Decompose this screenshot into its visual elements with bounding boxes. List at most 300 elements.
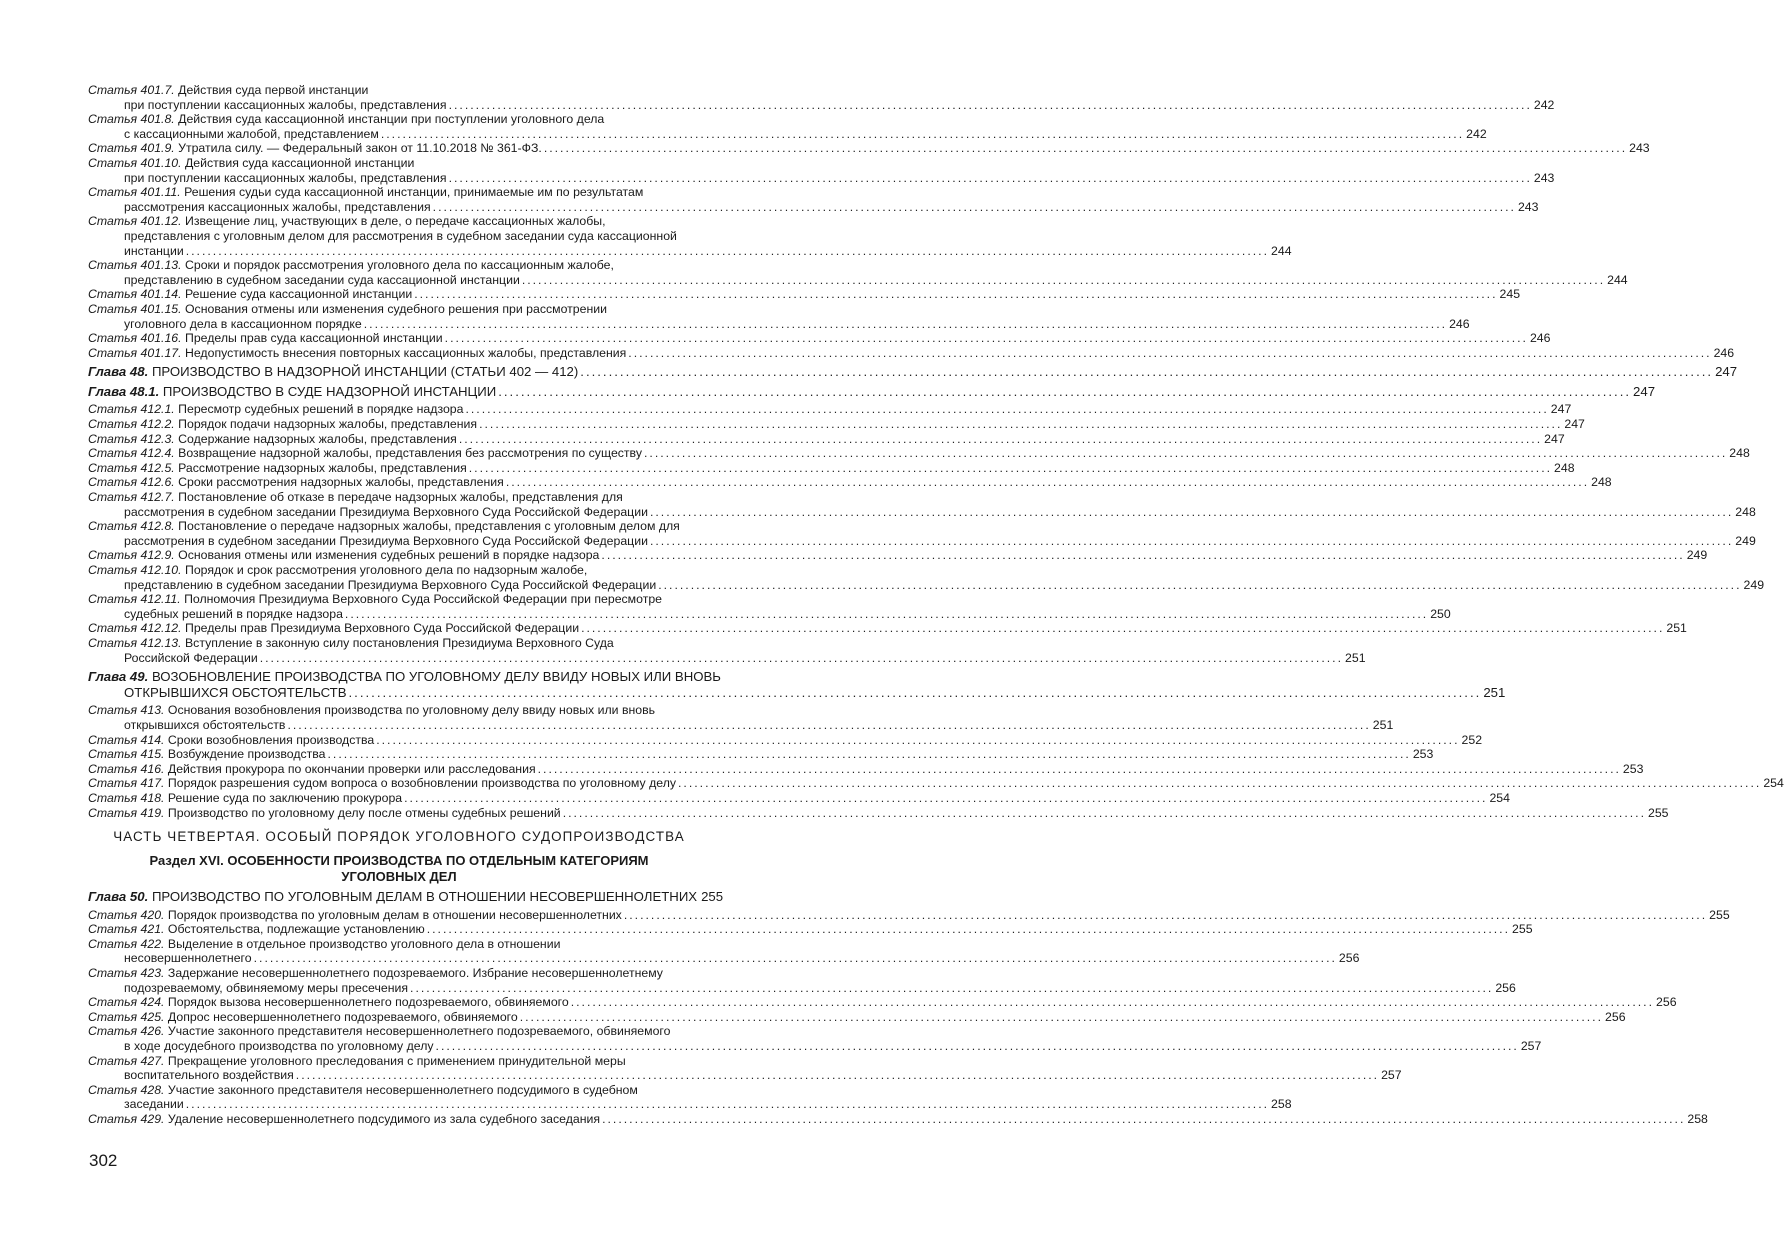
toc-entry-line (88, 287, 1521, 302)
toc-entry-page: 251 (1666, 621, 1687, 636)
toc-entry-page: 252 (1461, 732, 1483, 747)
toc-entry-page: 251 (1345, 650, 1366, 665)
toc-entry-label: Статья 412.1. (88, 402, 175, 417)
toc-entry-line (88, 776, 1784, 791)
section-heading-line: Раздел XVI. ОСОБЕННОСТИ ПРОИЗВОДСТВА ПО ОТДЕЛЬНЫМ КАТЕГОРИЯМ (149, 853, 649, 869)
toc-entry-label: Статья 413. (88, 703, 165, 718)
dot-leader: ........................................................................................................................................................................................................ (562, 805, 1646, 820)
toc-entry-label: Статья 415. (88, 747, 165, 762)
dot-leader: ........................................................................................................................................................................................................ (479, 417, 1563, 432)
toc-entry-line (88, 83, 710, 98)
toc-entry-page: 249 (1743, 577, 1765, 592)
toc-entry-title: ПРОИЗВОДСТВО В СУДЕ НАДЗОРНОЙ ИНСТАНЦИИ (162, 383, 497, 399)
toc-entry[interactable] (88, 490, 1756, 519)
toc-entry-title: Вступление в законную силу постановления Президиума Верховного Суда (184, 635, 614, 650)
dot-leader: ........................................................................................................................................................................................................ (537, 761, 1621, 776)
toc-entry[interactable] (88, 805, 1669, 821)
toc-entry-title: Сроки рассмотрения надзорных жалобы, представления (178, 475, 504, 490)
toc-entry-line (88, 1054, 710, 1069)
toc-entry-line (88, 141, 1650, 156)
toc-entry-title: Действия суда кассационной инстанции при поступлении уголовного дела (178, 112, 605, 127)
dot-leader: ........................................................................................................................................................................................................ (580, 364, 1714, 380)
toc-entry-line (88, 1024, 710, 1039)
toc-entry-line (88, 243, 1292, 259)
toc-entry-label: Статья 422. (88, 936, 165, 951)
toc-entry[interactable] (88, 331, 1551, 346)
toc-entry-page: 246 (1529, 331, 1551, 346)
page-number: 302 (89, 1151, 118, 1170)
toc-entry-title: Выделение в отдельное производство уголовного дела в отношении (167, 936, 561, 951)
toc-entry-page: 245 (1499, 287, 1521, 302)
toc-entry-line (88, 980, 1516, 996)
toc-entry-page: 247 (1715, 364, 1738, 380)
toc-entry-label: Статья 412.5. (88, 460, 175, 475)
toc-entry[interactable] (88, 732, 1483, 748)
toc-entry-label: Статья 412.2. (88, 417, 175, 432)
dot-leader: ........................................................................................................................................................................................................ (380, 126, 1465, 141)
toc-entry-title: Полномочия Президиума Верховного Суда Российской Федерации при пересмотре (184, 592, 663, 607)
toc-group-resumption (88, 703, 1784, 820)
toc-entry-page: 247 (1633, 383, 1656, 399)
toc-entry-line (88, 717, 1394, 733)
toc-entry[interactable] (88, 258, 1628, 287)
toc-entry-line (88, 747, 1434, 762)
toc-entry-page: 255 (1709, 907, 1730, 922)
toc-entry-line (88, 761, 1644, 777)
toc-entry-label: Статья 418. (88, 790, 165, 805)
toc-entry-page: 251 (1483, 684, 1506, 700)
toc-entry-line (88, 1083, 710, 1098)
toc-entry[interactable] (88, 214, 1292, 258)
toc-entry-label: Статья 428. (88, 1082, 165, 1097)
dot-leader: ........................................................................................................................................................................................................ (570, 995, 1655, 1010)
toc-entry-line (88, 592, 710, 607)
toc-entry-title: Основания отмены или изменения судебного решения при рассмотрении (184, 301, 607, 316)
toc-entry[interactable] (88, 1082, 1292, 1112)
toc-entry-label: Статья 416. (88, 761, 165, 776)
toc-entry-line (88, 937, 710, 952)
toc-entry-line (88, 951, 1360, 966)
toc-entry-title: Порядок подачи надзорных жалобы, представления (178, 417, 478, 432)
toc-entry-line (88, 97, 1555, 113)
toc-entry-label: Статья 423. (88, 966, 165, 981)
dot-leader: ........................................................................................................................................................................................................ (628, 345, 1712, 360)
toc-chapter-entry[interactable] (88, 383, 1656, 400)
toc-entry-label: Статья 419. (88, 805, 165, 820)
toc-entry-label: Статья 424. (88, 995, 165, 1010)
toc-entry-label: Статья 420. (88, 907, 165, 922)
toc-entry-label: Статья 401.17. (88, 345, 182, 360)
dot-leader: ........................................................................................................................................................................................................ (649, 533, 1734, 548)
toc-entry-title: Порядок разрешения судом вопроса о возобновлении производства по уголовному делу (167, 776, 677, 791)
dot-leader: ........................................................................................................................................................................................................ (253, 951, 1337, 966)
toc-entry-title: Решения судьи суда кассационной инстанции, принимаемые им по результатам (184, 185, 644, 200)
toc-chapter-50 (88, 889, 724, 905)
toc-entry-line (88, 126, 1487, 142)
toc-entry[interactable] (88, 1053, 1402, 1083)
toc-entry-title: Задержание несовершеннолетнего подозреваемого. Избрание несовершеннолетнему (167, 966, 663, 981)
toc-entry[interactable] (88, 475, 1612, 490)
toc-entry[interactable] (88, 431, 1565, 447)
toc-entry-label: Статья 425. (88, 1009, 165, 1024)
toc-entry-title: Участие законного представителя несовершеннолетнего подозреваемого, обвиняемого (167, 1024, 671, 1039)
toc-entry[interactable] (88, 345, 1735, 361)
dot-leader: ........................................................................................................................................................................................................ (658, 577, 1742, 592)
toc-entry[interactable] (88, 548, 1708, 563)
toc-entry-title: воспитательного воздействия (124, 1068, 294, 1083)
toc-entry-label: Статья 412.9. (88, 548, 175, 563)
toc-entry-line (88, 805, 1669, 821)
toc-entry[interactable] (88, 1024, 1542, 1054)
toc-entry-title: представлению в судебном заседании Президиума Верховного Суда Российской Федерации (124, 577, 657, 592)
toc-entry-line (88, 907, 1730, 923)
toc-entry-line (88, 112, 710, 127)
toc-entry-title: Участие законного представителя несовершеннолетнего подсудимого в судебном (167, 1082, 638, 1097)
toc-entry-page: 243 (1517, 199, 1539, 214)
toc-entry-label: Глава 49. (88, 669, 149, 685)
toc-entry-label: Статья 421. (88, 922, 165, 937)
toc-entry-title: заседании (124, 1097, 184, 1112)
dot-leader: ........................................................................................................................................................................................................ (601, 548, 1685, 563)
toc-entry-title: представлению в судебном заседании суда кассационной инстанции (124, 272, 520, 287)
toc-entry[interactable] (88, 790, 1510, 806)
toc-entry-line (88, 732, 1483, 748)
toc-entry-label: Статья 401.10. (88, 155, 182, 170)
toc-entry-line (88, 490, 710, 505)
toc-entry-title: открывшихся обстоятельств (124, 717, 286, 732)
toc-entry[interactable] (88, 1112, 1708, 1127)
dot-leader: ........................................................................................................................................................................................................ (185, 1097, 1270, 1112)
section-heading (88, 853, 710, 885)
dot-leader: ........................................................................................................................................................................................................ (363, 316, 1448, 331)
toc-entry-title: ПРОИЗВОДСТВО В НАДЗОРНОЙ ИНСТАНЦИИ (СТАТЬИ 402 — 412) (151, 364, 579, 380)
toc-entry-title: при поступлении кассационных жалобы, представления (124, 170, 447, 185)
toc-entry-page: 249 (1686, 548, 1708, 563)
toc-entry[interactable] (88, 703, 1394, 732)
toc-entry-label: Статья 412.7. (88, 490, 175, 505)
toc-entry-title: Действия суда первой инстанции (178, 83, 369, 97)
toc-entry-title: Производство по уголовному делу после отмены судебных решений (167, 805, 561, 820)
toc-entry[interactable] (88, 301, 1470, 331)
toc-entry-line (88, 460, 1575, 476)
toc-entry-line (88, 316, 1470, 332)
toc-entry-line (88, 475, 1612, 490)
toc-entry[interactable] (88, 519, 1756, 548)
toc-entry[interactable] (88, 907, 1730, 923)
dot-leader: ........................................................................................................................................................................................................ (543, 141, 1628, 156)
toc-entry-title: ВОЗОБНОВЛЕНИЕ ПРОИЗВОДСТВА ПО УГОЛОВНОМУ ДЕЛУ ВВИДУ НОВЫХ ИЛИ ВНОВЬ (151, 669, 721, 685)
toc-entry-page: 249 (1735, 533, 1756, 548)
toc-entry-line (88, 703, 710, 718)
toc-entry-title: Российской Федерации (124, 650, 258, 665)
dot-leader: ........................................................................................................................................................................................................ (649, 504, 1734, 519)
toc-entry-title: Извещение лиц, участвующих в деле, о передаче кассационных жалобы, (184, 214, 606, 229)
part-heading: ЧАСТЬ ЧЕТВЕРТАЯ. ОСОБЫЙ ПОРЯДОК УГОЛОВНОГО СУДОПРОИЗВОДСТВА (113, 829, 685, 845)
toc-entry-title: Пересмотр судебных решений в порядке надзора (178, 402, 464, 417)
toc-entry-line (88, 156, 710, 171)
toc-entry-line (88, 417, 1585, 432)
toc-entry[interactable] (88, 995, 1677, 1010)
dot-leader: ........................................................................................................................................................................................................ (498, 383, 1632, 399)
toc-entry-label: Статья 427. (88, 1053, 165, 1068)
toc-group-juveniles (88, 907, 1730, 1127)
dot-leader: ........................................................................................................................................................................................................ (259, 650, 1344, 665)
toc-entry-title: Порядок вызова несовершеннолетнего подозреваемого, обвиняемого (167, 995, 569, 1010)
toc-entry-title: Удаление несовершеннолетнего подсудимого из зала судебного заседания (167, 1112, 601, 1126)
section-heading-line: УГОЛОВНЫХ ДЕЛ (341, 869, 457, 885)
toc-entry-title: Постановление о передаче надзорных жалобы, представления с уголовным делом для (178, 519, 680, 534)
toc-entry-title: Допрос несовершеннолетнего подозреваемого, обвиняемого (167, 1009, 518, 1024)
dot-leader: ........................................................................................................................................................................................................ (505, 475, 1590, 490)
toc-entry-label: Статья 401.8. (88, 112, 175, 127)
toc-entry-title: Рассмотрение надзорных жалобы, представления (178, 460, 467, 475)
dot-leader: ........................................................................................................................................................................................................ (376, 732, 1460, 747)
toc-entry-page: 256 (1605, 1009, 1626, 1024)
toc-entry-line (88, 331, 1551, 346)
dot-leader: ........................................................................................................................................................................................................ (435, 1039, 1519, 1054)
toc-entry-label: Статья 412.12. (88, 621, 182, 636)
toc-entry-line (88, 170, 1555, 186)
dot-leader: ........................................................................................................................................................................................................ (623, 907, 1708, 922)
toc-entry-page: 256 (1495, 980, 1516, 995)
toc-group-cassation (88, 83, 1735, 360)
toc-entry-label: Статья 429. (88, 1112, 165, 1126)
toc-entry[interactable] (88, 402, 1572, 417)
toc-entry-page: 254 (1489, 790, 1510, 805)
toc-entry[interactable] (88, 747, 1434, 762)
toc-entry-label: Статья 401.7. (88, 83, 175, 97)
toc-chapter-48 (88, 364, 1738, 380)
toc-entry[interactable] (88, 446, 1750, 461)
toc-entry-line (88, 636, 710, 651)
toc-entry-title: рассмотрения в судебном заседании Президиума Верховного Суда Российской Федерации (124, 504, 648, 519)
toc-entry-page: 253 (1412, 747, 1434, 762)
toc-entry-label: Статья 414. (88, 732, 165, 747)
toc-entry-page: 255 (1647, 805, 1669, 820)
toc-entry[interactable] (88, 417, 1585, 432)
toc-entry-title: Прекращение уголовного преследования с применением принудительной меры (167, 1053, 626, 1068)
toc-entry-label: Статья 401.16. (88, 331, 182, 346)
toc-entry-title: рассмотрения кассационных жалобы, представления (124, 199, 431, 214)
dot-leader: ........................................................................................................................................................................................................ (468, 460, 1553, 475)
toc-entry-line (88, 563, 710, 578)
toc-entry-line (88, 214, 710, 229)
toc-entry-line (88, 446, 1750, 461)
toc-entry-page: 258 (1271, 1097, 1292, 1112)
toc-chapter-entry[interactable] (88, 669, 1506, 700)
toc-entry-line (88, 364, 1738, 380)
toc-entry-title: Порядок производства по уголовным делам в отношении несовершеннолетних (167, 907, 622, 922)
toc-entry-title: Содержание надзорных жалобы, представления (178, 431, 457, 446)
toc-entry-line (88, 577, 1765, 593)
dot-leader: ........................................................................................................................................................................................................ (426, 922, 1511, 937)
toc-entry-line (88, 889, 724, 905)
toc-entry-label: Статья 412.13. (88, 635, 182, 650)
toc-entry-line (88, 383, 1656, 400)
toc-entry[interactable] (88, 1009, 1626, 1025)
toc-entry-line (88, 966, 710, 981)
toc-entry-label: Глава 48. (88, 364, 149, 380)
toc-entry[interactable] (88, 592, 1451, 621)
toc-entry-title: уголовного дела в кассационном порядке (124, 316, 362, 331)
toc-entry-line (88, 1039, 1542, 1054)
toc-entry-title: Сроки и порядок рассмотрения уголовного дела по кассационным жалобе, (184, 258, 614, 273)
toc-page (88, 83, 1784, 1127)
toc-entry-title: несовершеннолетнего (124, 951, 252, 966)
toc-entry-title: Возвращение надзорной жалобы, представления без рассмотрения по существу (178, 446, 642, 461)
toc-entry-title: инстанции (124, 243, 184, 258)
dot-leader: ........................................................................................................................................................................................................ (327, 747, 1411, 762)
toc-entry-label: Статья 412.3. (88, 431, 175, 446)
toc-entry-title: Основания отмены или изменения судебных решений в порядке надзора (178, 548, 600, 563)
toc-group-supervisory (88, 402, 1765, 665)
dot-leader: ........................................................................................................................................................................................................ (414, 287, 1498, 302)
toc-entry-label: Статья 401.13. (88, 258, 182, 273)
dot-leader: ........................................................................................................................................................................................................ (448, 97, 1532, 112)
toc-entry-page: 247 (1564, 417, 1585, 432)
toc-chapter-entry[interactable] (88, 364, 1738, 380)
toc-entry-line (88, 995, 1677, 1010)
toc-entry-title: ПРОИЗВОДСТВО ПО УГОЛОВНЫМ ДЕЛАМ В ОТНОШЕНИИ НЕСОВЕРШЕННОЛЕТНИХ (151, 889, 698, 905)
toc-entry-title: Пределы прав суда кассационной инстанции (184, 331, 443, 346)
toc-entry-page: 258 (1687, 1112, 1708, 1126)
toc-entry-line (88, 519, 710, 534)
dot-leader: ........................................................................................................................................................................................................ (643, 446, 1728, 461)
toc-entry[interactable] (88, 460, 1575, 476)
toc-entry-label: Глава 50. (88, 889, 149, 905)
toc-entry-title: Пределы прав Президиума Верховного Суда Российской Федерации (184, 621, 580, 636)
toc-entry-title: Сроки возобновления производства (167, 732, 375, 747)
toc-entry-title: Возбуждение производства (167, 747, 326, 762)
toc-entry-line (88, 431, 1565, 447)
toc-entry-page: 248 (1729, 446, 1750, 461)
toc-entry-title: Действия суда кассационной инстанции (184, 155, 415, 170)
toc-entry-page: 242 (1466, 126, 1487, 141)
toc-chapter-49 (88, 669, 1506, 700)
toc-entry-line (88, 258, 710, 273)
toc-entry-page: 244 (1607, 272, 1628, 287)
toc-entry-page: 256 (1656, 995, 1677, 1010)
toc-entry-line (88, 606, 1451, 622)
toc-entry[interactable] (88, 112, 1487, 141)
toc-entry-line (88, 504, 1756, 520)
toc-entry-page: 243 (1533, 170, 1555, 185)
toc-entry-line (88, 1112, 1708, 1127)
toc-entry-label: Статья 412.4. (88, 446, 175, 461)
dot-leader: ........................................................................................................................................................................................................ (185, 243, 1270, 258)
toc-entry[interactable] (88, 635, 1366, 665)
toc-entry-line (88, 229, 710, 244)
toc-entry-label: Статья 412.6. (88, 475, 175, 490)
toc-entry-page: 250 (1430, 606, 1451, 621)
toc-entry-line (88, 1097, 1292, 1112)
toc-entry-line (88, 621, 1687, 636)
toc-entry-page: 257 (1520, 1039, 1542, 1054)
dot-leader: ........................................................................................................................................................................................................ (581, 621, 1665, 636)
toc-entry-label: Глава 48.1. (88, 383, 160, 399)
toc-chapter-entry[interactable] (88, 889, 724, 905)
toc-entry-title: Постановление об отказе в передаче надзорных жалобы, представления для (178, 490, 623, 505)
toc-entry-line (88, 684, 1506, 701)
toc-entry[interactable] (88, 621, 1687, 636)
toc-entry-line (88, 548, 1708, 563)
table-of-contents (88, 83, 1784, 1127)
toc-entry-label: Статья 401.11. (88, 185, 181, 200)
toc-entry[interactable] (88, 185, 1539, 214)
toc-entry-title: при поступлении кассационных жалобы, представления (124, 97, 447, 112)
toc-entry-title: в ходе досудебного производства по уголовному делу (124, 1039, 434, 1054)
toc-entry[interactable] (88, 922, 1533, 937)
toc-entry-title: Порядок и срок рассмотрения уголовного дела по надзорным жалобе, (184, 563, 588, 577)
toc-entry-line (88, 1068, 1402, 1083)
toc-entry-page: 243 (1629, 141, 1650, 156)
toc-entry-page: 254 (1763, 776, 1784, 791)
toc-entry[interactable] (88, 155, 1555, 185)
toc-entry-label: Статья 417. (88, 776, 165, 791)
toc-entry-title: Решение суда по заключению прокурора (167, 790, 403, 805)
toc-entry-page: 248 (1735, 504, 1756, 519)
toc-entry-title: представления с уголовным делом для рассмотрения в судебном заседании суда кассационной (124, 228, 677, 243)
toc-entry-title: Недопустимость внесения повторных кассационных жалобы, представления (184, 345, 627, 360)
toc-entry-page: 247 (1544, 431, 1565, 446)
dot-leader: ........................................................................................................................................................................................................ (404, 790, 1488, 805)
toc-entry[interactable] (88, 141, 1650, 156)
dot-leader: ........................................................................................................................................................................................................ (448, 170, 1532, 185)
dot-leader: ........................................................................................................................................................................................................ (458, 431, 1543, 446)
toc-entry-line (88, 922, 1533, 937)
dot-leader: ........................................................................................................................................................................................................ (444, 331, 1528, 346)
toc-entry-page: 257 (1381, 1068, 1402, 1083)
toc-entry-label: Статья 412.11. (88, 592, 181, 607)
toc-entry-line (88, 669, 721, 685)
toc-entry-line (88, 1009, 1626, 1025)
toc-entry-title: Решение суда кассационной инстанции (184, 287, 413, 302)
toc-entry-line (88, 199, 1539, 215)
toc-entry[interactable] (88, 563, 1765, 592)
dot-leader: ........................................................................................................................................................................................................ (432, 199, 1516, 214)
toc-entry-title: Основания возобновления производства по уголовному делу ввиду новых или вновь (167, 703, 656, 718)
toc-entry[interactable] (88, 966, 1516, 995)
toc-entry-label: Статья 401.14. (88, 287, 182, 302)
toc-entry[interactable] (88, 287, 1521, 302)
toc-entry-title: Обстоятельства, подлежащие установлению (167, 922, 425, 937)
toc-entry-page: 248 (1554, 460, 1575, 475)
toc-entry-page: 242 (1533, 97, 1555, 112)
toc-entry[interactable] (88, 83, 1555, 112)
toc-entry-label: Статья 401.12. (88, 214, 182, 229)
toc-entry-label: Статья 412.8. (88, 519, 175, 534)
dot-leader: ........................................................................................................................................................................................................ (287, 717, 1371, 732)
toc-entry-page: 246 (1713, 345, 1735, 360)
toc-entry-page: 256 (1338, 951, 1360, 966)
toc-entry[interactable] (88, 936, 1360, 966)
toc-entry-line (88, 650, 1366, 666)
toc-entry-line (88, 345, 1735, 361)
toc-entry-title: Действия прокурора по окончании проверки или расследования (167, 761, 536, 776)
dot-leader: ........................................................................................................................................................................................................ (295, 1068, 1380, 1083)
toc-entry-line (88, 402, 1572, 417)
toc-entry-line (88, 302, 710, 317)
dot-leader: ........................................................................................................................................................................................................ (465, 402, 1549, 417)
toc-entry-page: 244 (1271, 243, 1292, 258)
toc-chapter-48-1 (88, 383, 1656, 400)
toc-entry[interactable] (88, 776, 1784, 791)
toc-entry-title: судебных решений в порядке надзора (124, 606, 343, 621)
dot-leader: ........................................................................................................................................................................................................ (348, 684, 1482, 700)
toc-entry-title: рассмотрения в судебном заседании Президиума Верховного Суда Российской Федерации (124, 533, 648, 548)
toc-entry-label: Статья 401.9. (88, 141, 175, 156)
toc-entry[interactable] (88, 761, 1644, 777)
